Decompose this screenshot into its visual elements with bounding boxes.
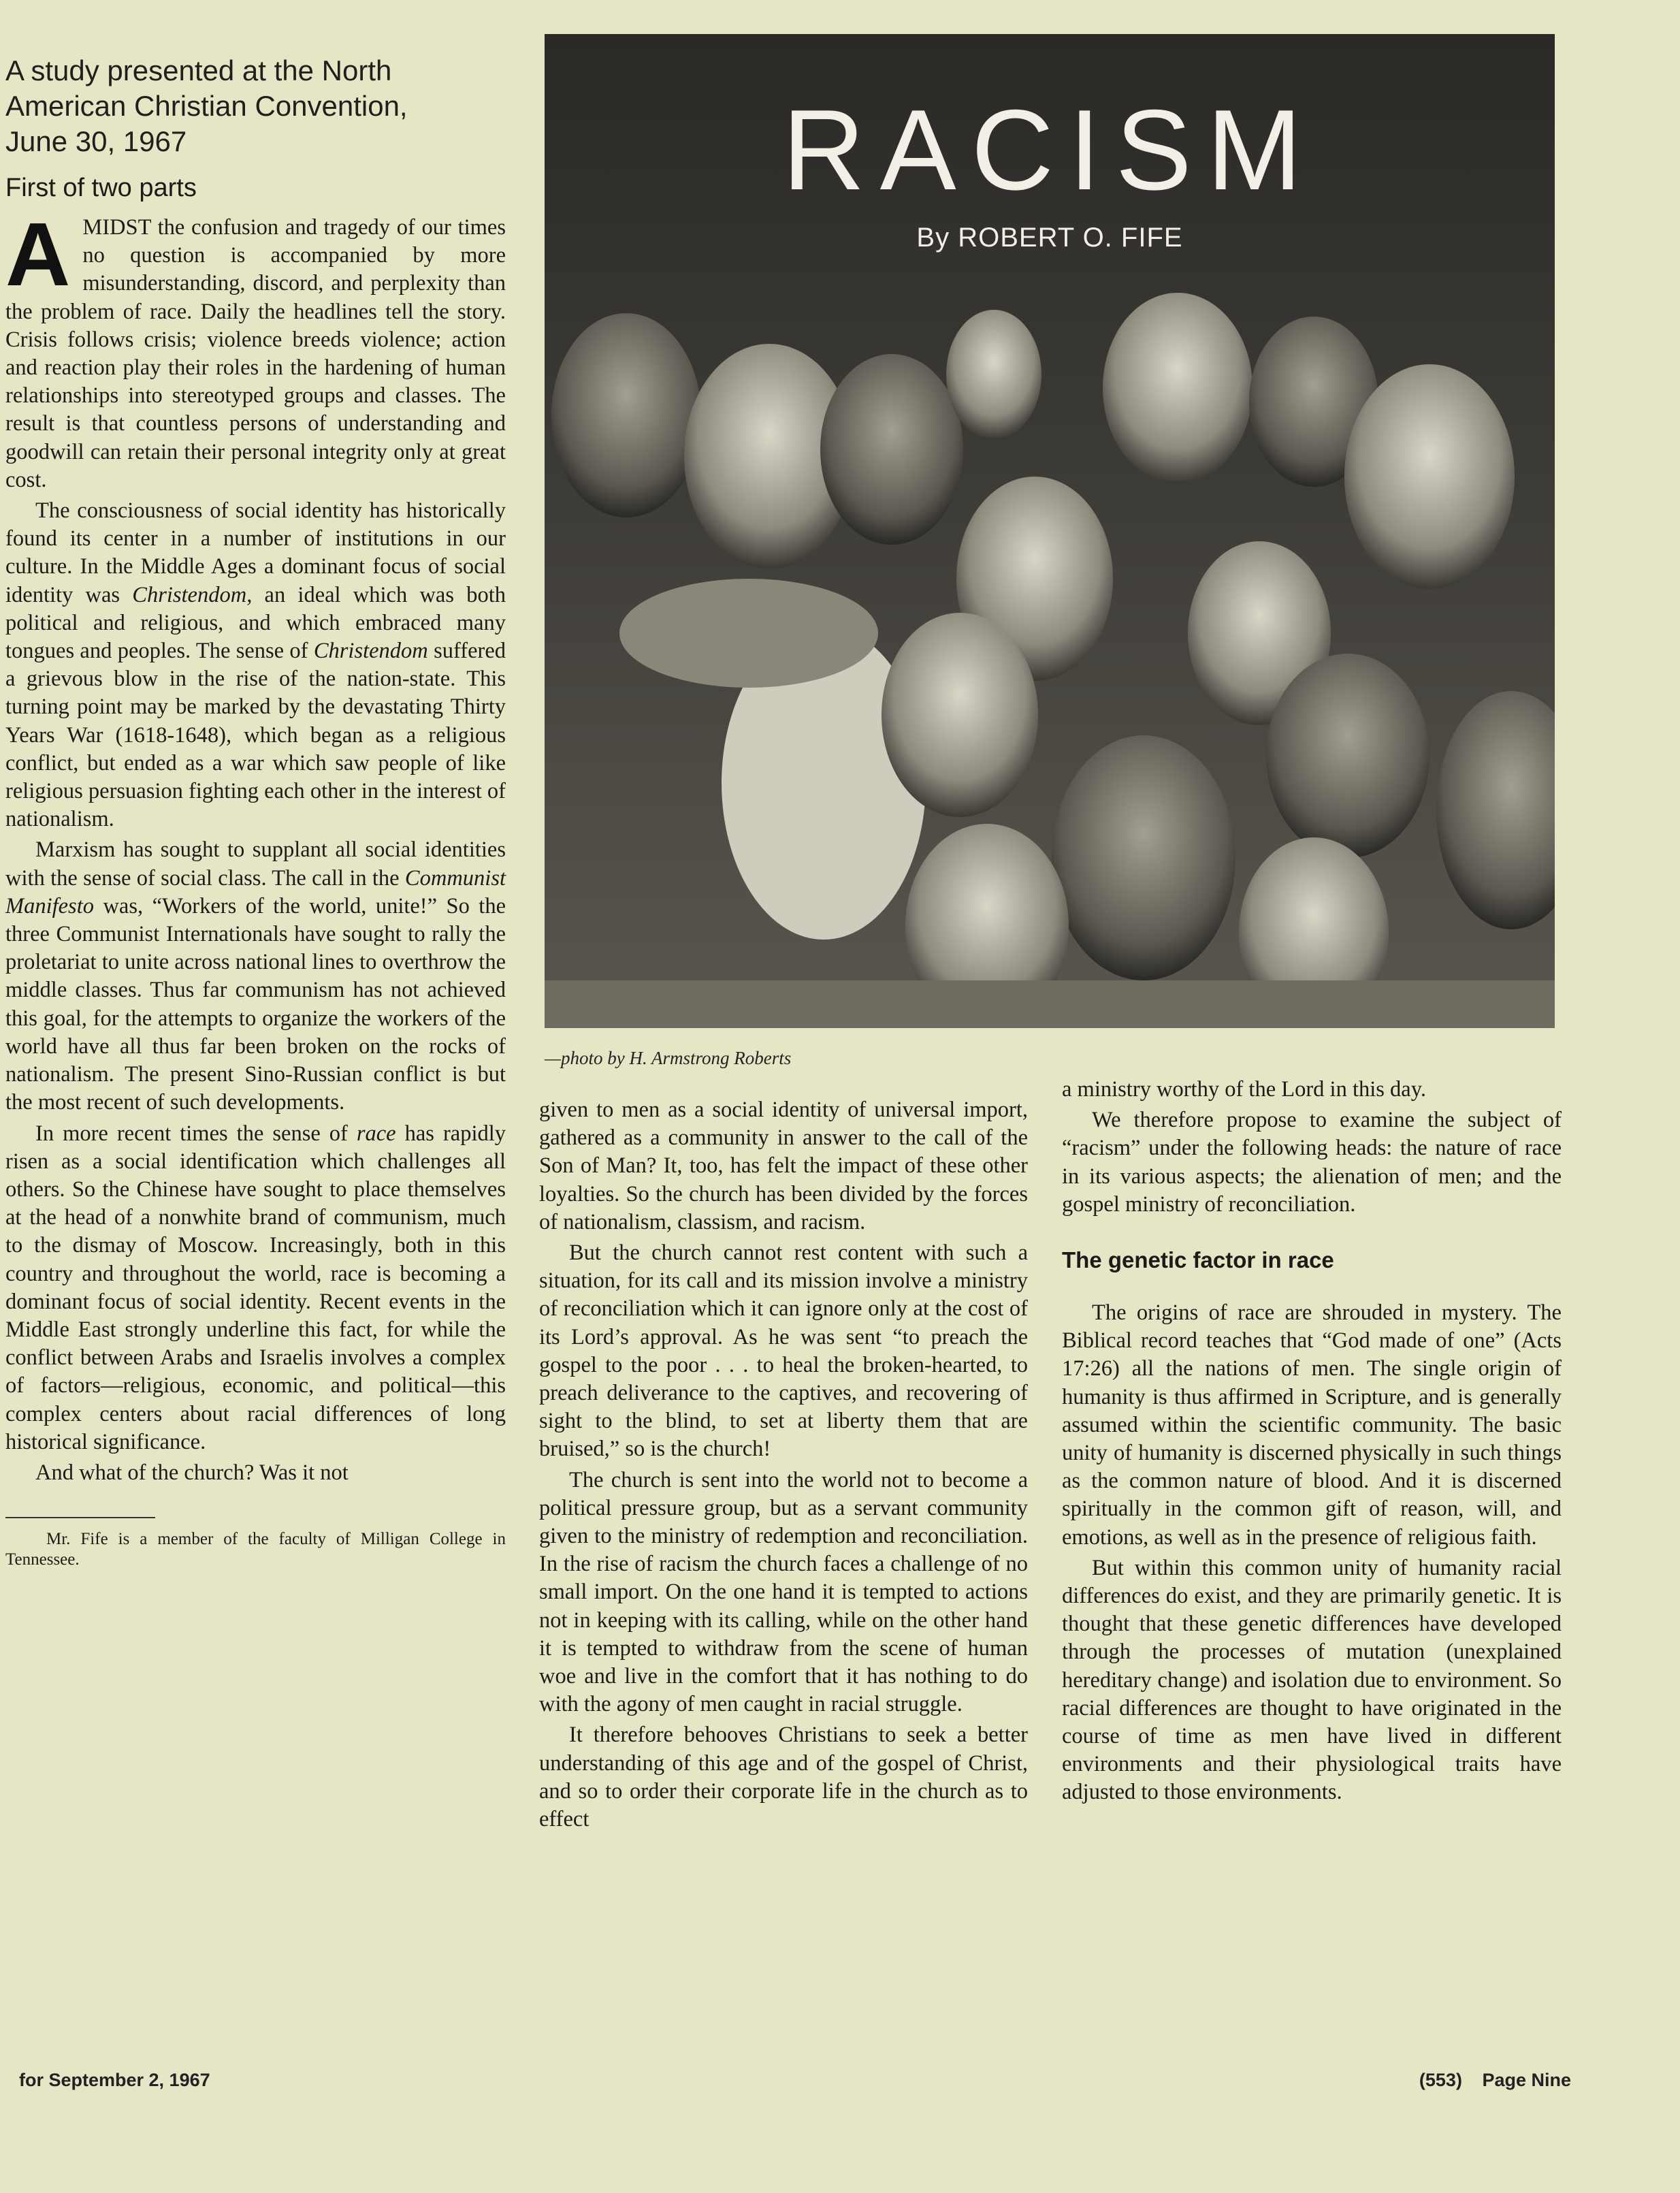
paragraph: In more recent times the sense of race has rapidly risen as a social identification which challenges all others. So the Chinese have sought to place themselves at the head of a nonwhite brand of communism, much to the dismay of Moscow. Increasingly, both in this country and throughout the world, race is becoming a dominant focus of social identity. Recent events in the Middle East strongly underline this fact, for while the conflict between Arabs and Israelis involves a complex of factors—religious, economic, and political—this complex centers about racial differences of long historical significance. [5, 1121, 506, 1454]
author-byline: By ROBERT O. FIFE [916, 223, 1183, 253]
face-shape [820, 354, 963, 545]
face-shape [1103, 293, 1253, 483]
drop-cap: A [5, 214, 71, 304]
intro-line-1: A study presented at the North [5, 54, 392, 86]
photo-bottom-band [545, 980, 1555, 1028]
face-shape [1344, 364, 1515, 589]
paragraph: given to men as a social identity of universal import, gathered as a community in answer to the call of the Son of Man? It, too, has felt the impact of these other loyalties. So the church has been divided by the forces of nationalism, classism, and racism. [539, 1098, 1028, 1234]
paragraph: But the church cannot rest content with such a situation, for its call and its mission involve a ministry of reconciliation which it can ignore only at the cost of its Lord’s approval. As he was sent “to preach the gospel to the poor . . . to heal the broken-hearted, to preach deliverance to the captives, and recovering of sight to the blind, to set at liberty them that are bruised,” so is the church! [539, 1240, 1028, 1462]
paragraph: We therefore propose to examine the subject of “racism” under the following heads: the nature of race in its various aspects; the alienation of men; and the gospel ministry of reconciliation. [1062, 1108, 1562, 1217]
face-shape [882, 613, 1038, 817]
author-footnote: Mr. Fife is a member of the faculty of Milligan College in Tennessee. [5, 1530, 506, 1569]
intro-line-3: June 30, 1967 [5, 125, 187, 157]
paragraph: a ministry worthy of the Lord in this day. [1062, 1077, 1426, 1102]
column-right [1062, 1076, 1562, 1810]
paragraph: But within this common unity of humanity racial differences do exist, and they are primarily genetic. It is thought that these genetic differences have developed through the processes of mutation (unexplained hereditary change) and isolation due to environment. So racial differences are thought to have originated in the course of time as men have lived in different environments and their physiological traits have adjusted to those environments. [1062, 1555, 1562, 1805]
title-photo [545, 34, 1555, 1028]
face-shape [1266, 654, 1429, 858]
page-code: (553) [1419, 2070, 1462, 2090]
face-shape [551, 313, 701, 517]
photo-credit: —photo by H. Armstrong Roberts [545, 1048, 792, 1068]
paragraph: The church is sent into the world not to become a political pressure group, but as a servant community given to the ministry of redemption and reconciliation. In the rise of racism the church faces a challenge of no small import. On the one hand it is tempted to actions not in keeping with its calling, while on the other hand it is tempted to withdraw from the scene of human woe and live in the comfort that it has nothing to do with the agony of men caught in racial struggle. [539, 1467, 1028, 1717]
part-label: First of two parts [5, 174, 197, 202]
paragraph: Marxism has sought to supplant all social identities with the sense of social class. The call in the Communist Manifesto was, “Workers of the world, unite!” So the three Communist Internationals have sought to rally the proletariat to unite across national lines to overthrow the middle classes. Thus far communism has not achieved this goal, for the attempts to organize the workers of the world have all thus far been broken on the rocks of nationalism. The present Sino-Russian conflict is but the most recent of such developments. [5, 837, 506, 1115]
face-shape [946, 310, 1041, 439]
issue-date: for September 2, 1967 [19, 2070, 210, 2090]
paragraph: MIDST the confusion and tragedy of our times no question is accompanied by more misunderstanding, discord, and perplexity than the problem of race. Daily the headlines tell the story. Crisis follows crisis; violence breeds violence; action and reaction play their roles in the hardening of human relationships into stereotyped groups and classes. The result is that countless persons of understanding and goodwill can retain their personal integrity only at great cost. [5, 215, 506, 492]
column-middle [539, 1096, 1028, 1836]
section-heading: The genetic factor in race [1062, 1247, 1334, 1273]
article-title: RACISM [782, 86, 1317, 214]
paragraph: It therefore behooves Christians to seek a better understanding of this age and of the gospel of Christ, and so to order their corporate life in the church as to effect [539, 1723, 1028, 1832]
paragraph: The consciousness of social identity has historically found its center in a number of institutions in our culture. In the Middle Ages a dominant focus of social identity was Christendom, an ideal which was both political and religious, and which embraced many tongues and peoples. The sense of Christendom suffered a grievous blow in the rise of the nation-state. This turning point may be marked by the devastating Thirty Years War (1618-1648), which began as a religious conflict, but ended as a war which saw people of like religious persuasion fighting each other in the interest of nationalism. [5, 498, 506, 832]
opening-paragraph [5, 214, 506, 497]
page-label: Page Nine [1482, 2070, 1571, 2090]
footnote-divider [5, 1517, 155, 1518]
page-number [1404, 2070, 1571, 2091]
intro-line-2: American Christian Convention, [5, 90, 408, 122]
hat-brim-shape [619, 579, 878, 688]
paragraph: The origins of race are shrouded in mystery. The Biblical record teaches that “God made of one” (Acts 17:26) all the nations of men. The single origin of humanity is thus affirmed in Scripture, and is generally assumed within the scientific community. The basic unity of humanity is discerned physically in such things as the common nature of blood. And it is discerned spiritually in the common gift of reason, will, and emotions, as well as in the presence of religious faith. [1062, 1300, 1562, 1550]
column-left [5, 53, 506, 1570]
face-shape [1052, 735, 1235, 980]
paragraph: And what of the church? Was it not [35, 1460, 349, 1485]
